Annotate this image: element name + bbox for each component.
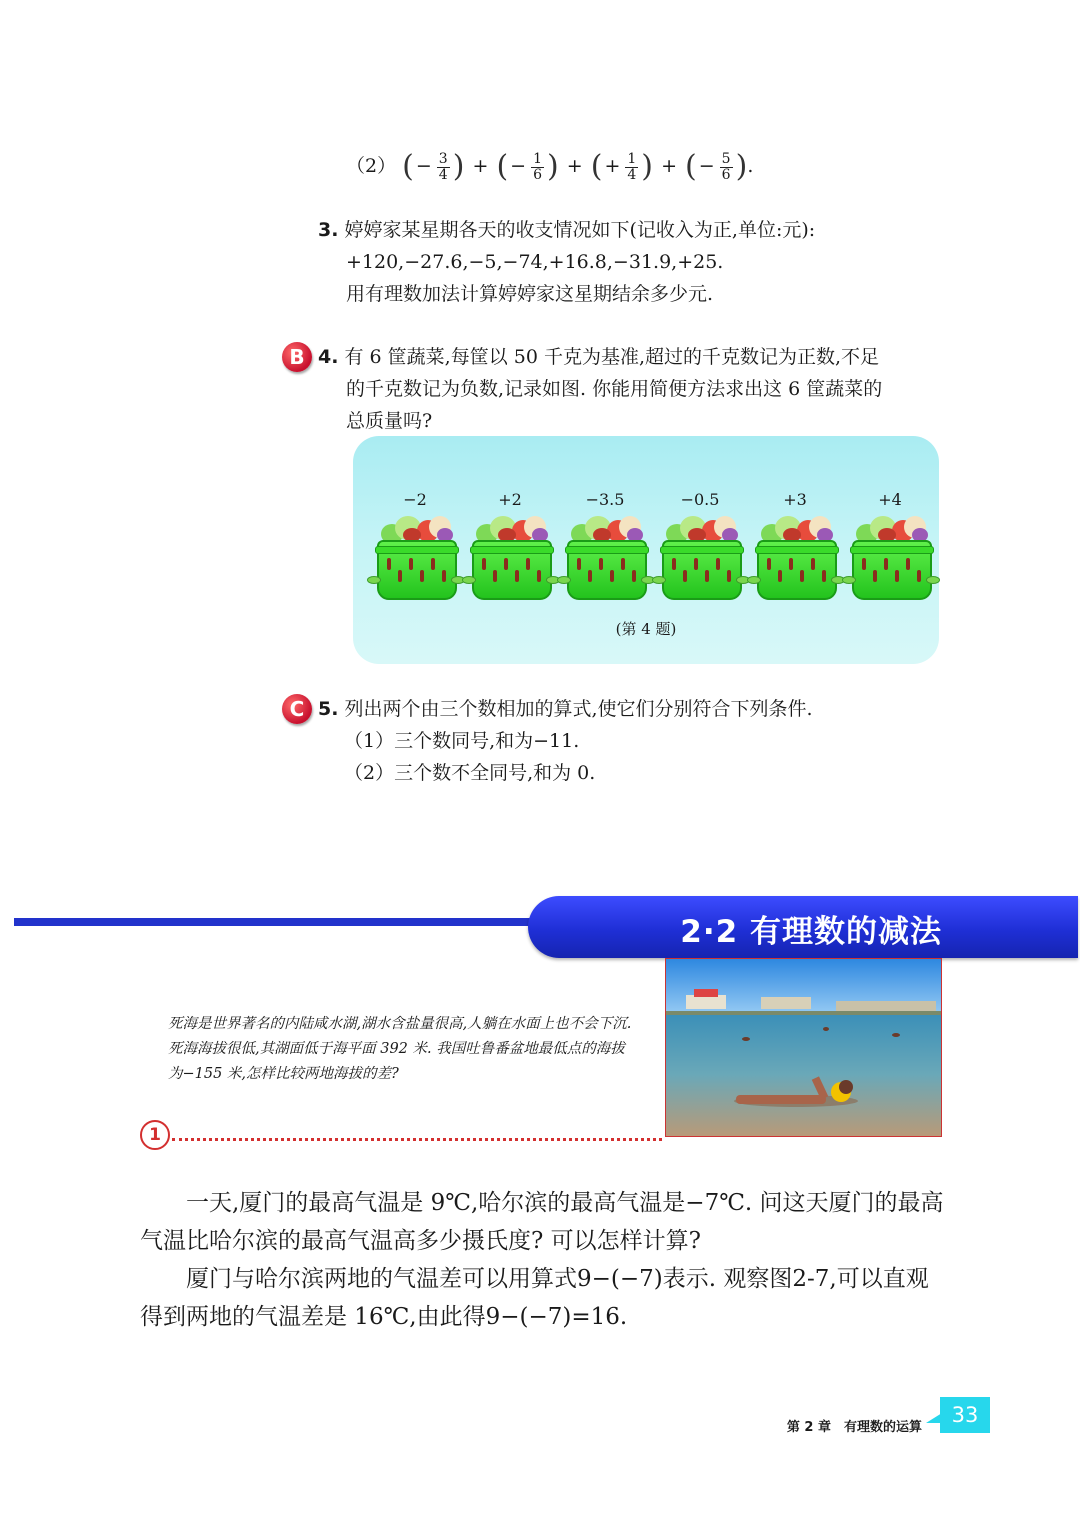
dead-sea-photo xyxy=(665,958,942,1137)
section-banner xyxy=(528,896,1078,958)
basket-handle-icon xyxy=(367,576,381,584)
question-2-expression: （2） ( − $\frac{3}{4}$ ) + ( − $\frac{1}{6}$ ) + ( + $\frac{1}{4}$ ) + ( − $\frac{5}{6}$ ). xyxy=(346,149,754,184)
term-1-fraction: $\frac{3}{4}$ xyxy=(438,150,448,183)
basket-icon xyxy=(662,540,742,600)
basket-icon xyxy=(852,540,932,600)
dotted-separator xyxy=(172,1126,662,1141)
question-2-label: （2） xyxy=(346,155,397,177)
basket-weight-label: −2 xyxy=(403,490,427,509)
section-number-badge: 1 xyxy=(140,1120,170,1150)
term-3-sign: + xyxy=(604,155,621,177)
question-4-line-3: 总质量吗? xyxy=(346,410,433,432)
section-title: 2·2 有理数的减法 xyxy=(680,914,942,950)
basket-handle-icon xyxy=(747,576,761,584)
basket-weight-label: −3.5 xyxy=(585,490,625,509)
basket-handle-icon xyxy=(842,576,856,584)
question-5 xyxy=(318,693,813,789)
question-4-number: 4. xyxy=(318,346,339,368)
term-3-fraction: $\frac{1}{4}$ xyxy=(627,150,637,183)
question-4-line-2: 的千克数记为负数,记录如图. 你能用简便方法求出这 6 筐蔬菜的 xyxy=(346,378,883,400)
term-2-fraction: $\frac{1}{6}$ xyxy=(533,150,542,183)
basket-handle-icon xyxy=(926,576,940,584)
basket-weight-label: −0.5 xyxy=(680,490,720,509)
body-paragraph-1: 一天,厦门的最高气温是 9℃,哈尔滨的最高气温是−7℃. 问这天厦门的最高气温比哈尔滨的最高气温高多少摄氏度? 可以怎样计算? xyxy=(140,1190,944,1254)
question-4-line-1: 有 6 筐蔬菜,每筐以 50 千克为基准,超过的千克数记为正数,不足 xyxy=(344,346,880,368)
vegetable-baskets-figure xyxy=(353,436,939,664)
section-intro: 死海是世界著名的内陆咸水湖,湖水含盐量很高,人躺在水面上也不会下沉. 死海海拔很低,其湖面低于海平面 392 米. 我国吐鲁番盆地最低点的海拔为−155 米,怎样比较两地海拔的差? xyxy=(168,1016,632,1082)
question-5-line-1: 列出两个由三个数相加的算式,使它们分别符合下列条件. xyxy=(344,698,813,720)
term-2-sign: − xyxy=(510,155,527,177)
question-3-line-2: +120,−27.6,−5,−74,+16.8,−31.9,+25. xyxy=(346,251,724,273)
chapter-footer: 第 2 章 有理数的运算 xyxy=(786,1420,922,1435)
term-4-sign: − xyxy=(698,155,715,177)
figure-caption: (第 4 题) xyxy=(615,620,677,638)
question-3-number: 3. xyxy=(318,219,339,241)
question-3 xyxy=(318,214,815,310)
section-rule xyxy=(14,918,554,926)
page-number: 33 xyxy=(940,1397,990,1433)
term-4-fraction: $\frac{5}{6}$ xyxy=(721,150,731,183)
question-4 xyxy=(318,341,882,437)
basket-weight-label: +4 xyxy=(878,490,902,509)
basket-handle-icon xyxy=(462,576,476,584)
basket-handle-icon xyxy=(652,576,666,584)
basket-weight-label: +3 xyxy=(783,490,807,509)
level-c-badge: C xyxy=(282,694,312,724)
term-1-sign: − xyxy=(415,155,432,177)
question-5-line-3: （2）三个数不全同号,和为 0. xyxy=(344,762,596,784)
question-5-number: 5. xyxy=(318,698,339,720)
basket-icon xyxy=(567,540,647,600)
question-5-line-2: （1）三个数同号,和为−11. xyxy=(344,730,580,752)
question-3-line-3: 用有理数加法计算婷婷家这星期结余多少元. xyxy=(346,283,714,305)
body-paragraph-2: 厦门与哈尔滨两地的气温差可以用算式9−(−7)表示. 观察图2-7,可以直观得到两地的气温差是 16℃,由此得9−(−7)=16. xyxy=(140,1266,929,1330)
basket-handle-icon xyxy=(557,576,571,584)
basket-icon xyxy=(377,540,457,600)
question-3-line-1: 婷婷家某星期各天的收支情况如下(记收入为正,单位:元): xyxy=(344,219,816,241)
basket-weight-label: +2 xyxy=(498,490,522,509)
level-b-badge: B xyxy=(282,342,312,372)
basket-icon xyxy=(472,540,552,600)
basket-icon xyxy=(757,540,837,600)
